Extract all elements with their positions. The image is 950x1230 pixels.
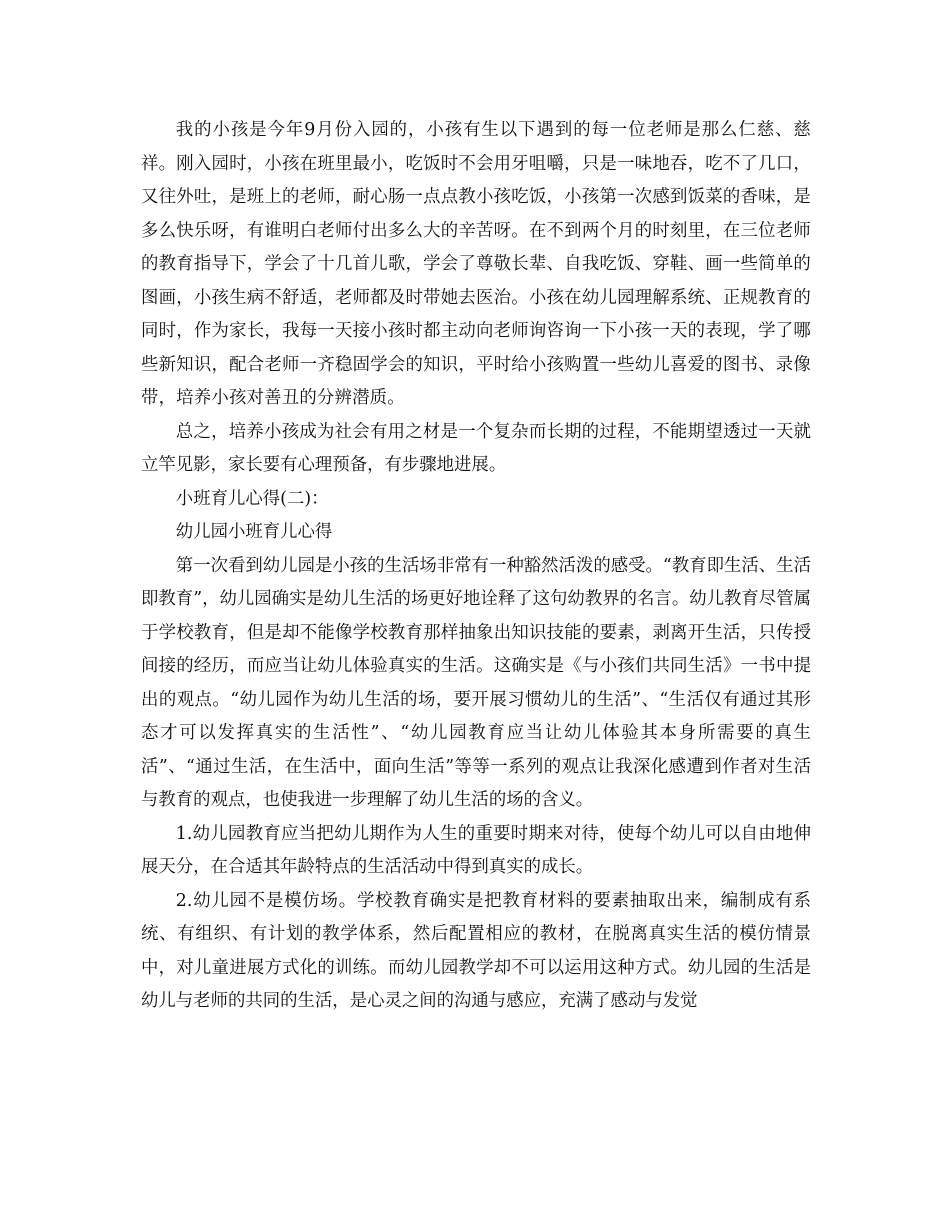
section-subheading: 幼儿园小班育儿心得	[175, 522, 333, 542]
list-item-2: 2.幼儿园不是模仿场。学校教育确实是把教育材料的要素抽取出来，编制成有系统、有组织、有计划的教学体系，然后配置相应的教材，在脱离真实生活的模仿情景中，对儿童进展方式化的训练。而幼儿园教学却不可以运用这种方式。幼儿园的生活是幼儿与老师的共同的生活，是心灵之间的沟通与感应，充满了感动与发觉	[141, 890, 811, 1011]
paragraph-life-education: 第一次看到幼儿园是小孩的生活场非常有一种豁然活泼的感受。“教育即生活、生活即教育”，幼儿园确实是幼儿生活的场更好地诠释了这句幼教界的名言。幼儿教育尽管属于学校教育，但是却不能像学校教育那样抽象出知识技能的要素，剥离开生活，只传授间接的经历，而应当让幼儿体验真实的生活。这确实是《与小孩们共同生活》一书中提出的观点。“幼儿园作为幼儿生活的场，要开展习惯幼儿的生活”、“生活仅有通过其形态才可以发挥真实的生活性”、“幼儿园教育应当让幼儿体验其本身所需要的真生活”、“通过生活，在生活中，面向生活”等等一系列的观点让我深化感遭到作者对生活与教育的观点，也使我进一步理解了幼儿生活的场的含义。	[141, 555, 811, 810]
paragraph-child-teachers: 我的小孩是今年9月份入园的，小孩有生以下遇到的每一位老师是那么仁慈、慈祥。刚入园时，小孩在班里最小，吃饭时不会用牙咀嚼，只是一味地吞，吃不了几口，又往外吐，是班上的老师，耐心肠一点点教小孩吃饭，小孩第一次感到饭菜的香味，是多么快乐呀，有谁明白老师付出多么大的辛苦呀。在不到两个月的时刻里，在三位老师的教育指导下，学会了十几首儿歌，学会了尊敬长辈、自我吃饭、穿鞋、画一些简单的图画，小孩生病不舒适，老师都及时带她去医治。小孩在幼儿园理解系统、正规教育的同时，作为家长，我每一天接小孩时都主动向老师询咨询一下小孩一天的表现，学了哪些新知识，配合老师一齐稳固学会的知识，平时给小孩购置一些幼儿喜爱的图书、录像带，培养小孩对善丑的分辨潜质。	[141, 120, 811, 408]
document-body	[141, 114, 811, 1019]
section-heading: 小班育儿心得(二)：	[175, 488, 329, 509]
paragraph-summary: 总之，培养小孩成为社会有用之材是一个复杂而长期的过程，不能期望透过一天就立竿见影，家长要有心理预备，有步骤地进展。	[141, 421, 811, 475]
list-item-1: 1.幼儿园教育应当把幼儿期作为人生的重要时期来对待，使每个幼儿可以自由地伸展天分，在合适其年龄特点的生活活动中得到真实的成长。	[141, 823, 811, 877]
